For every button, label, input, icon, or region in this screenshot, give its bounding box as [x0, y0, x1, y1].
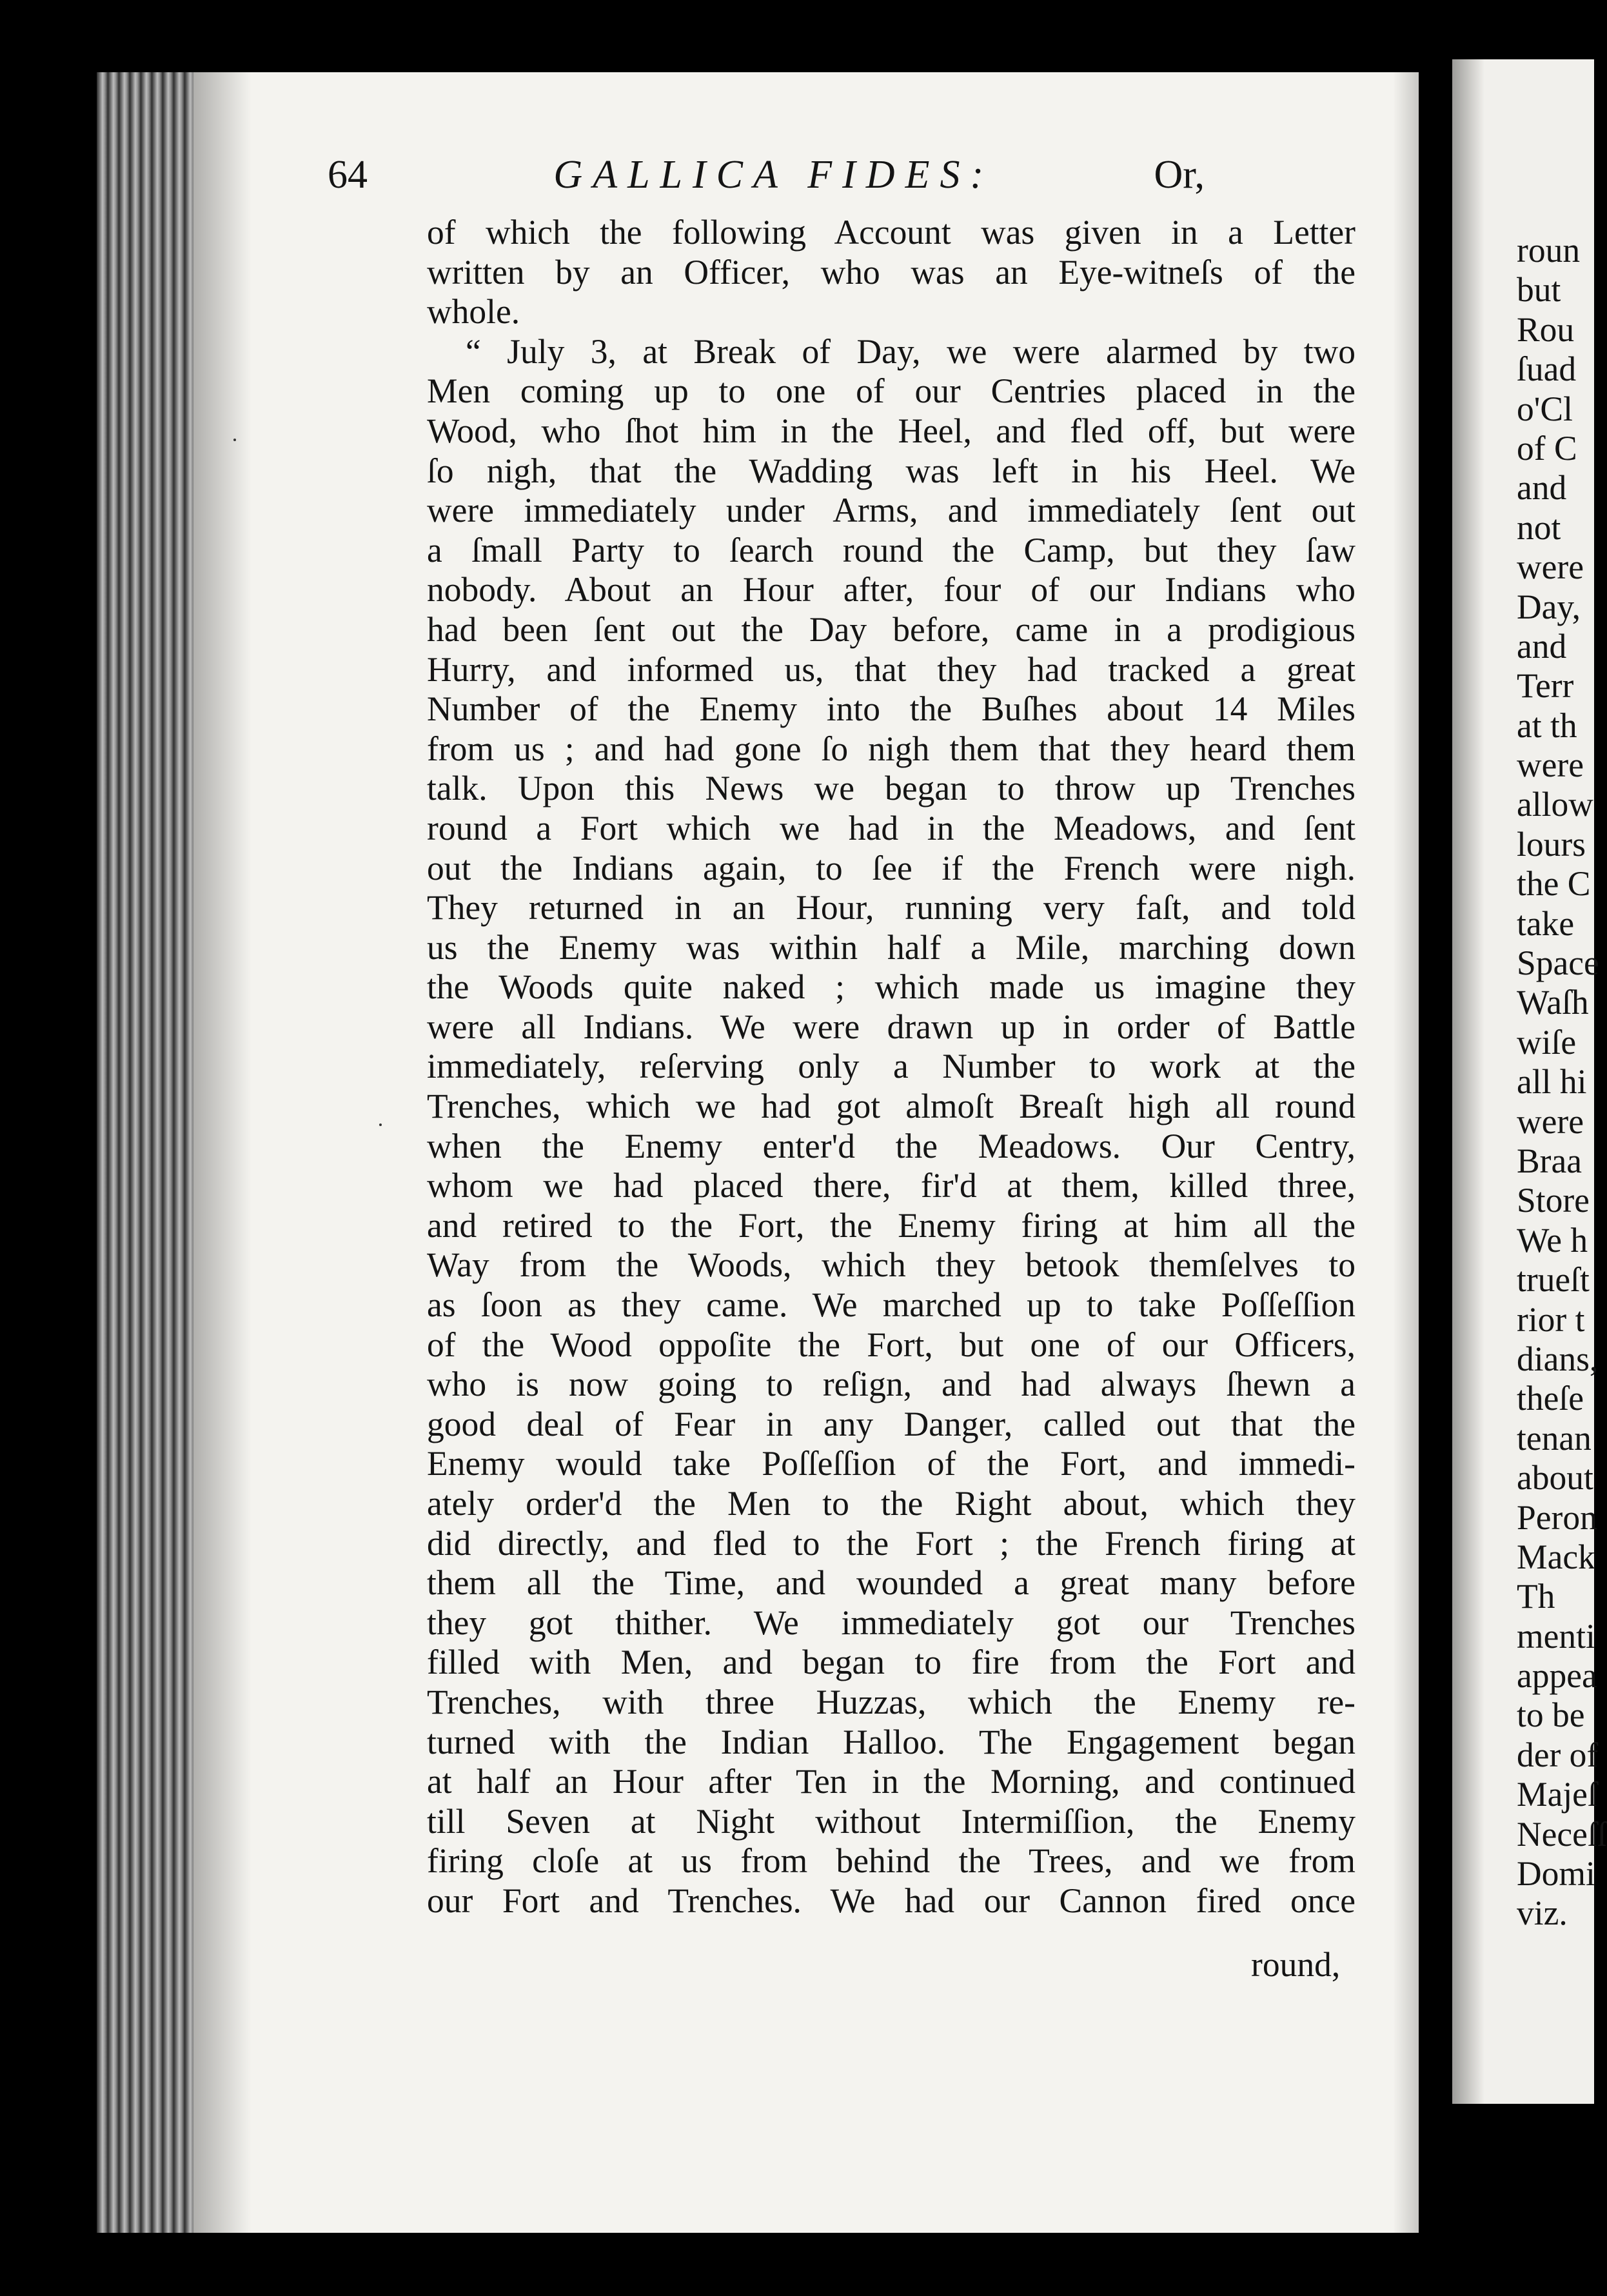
text-line: them all the Time, and wounded a great many before: [427, 1563, 1356, 1603]
text-line: Enemy would take Poſſeſſion of the Fort, and immedi-: [427, 1444, 1356, 1483]
text-line: talk. Upon this News we began to throw up Trenches: [427, 769, 1356, 808]
text-line: Terr: [1517, 666, 1574, 706]
text-line: Braa: [1517, 1141, 1582, 1180]
text-line: Mack: [1517, 1537, 1595, 1576]
text-line: o'Cl: [1517, 389, 1573, 428]
text-line: were: [1517, 548, 1584, 587]
text-line: Store: [1517, 1181, 1590, 1220]
text-line: round a Fort which we had in the Meadows, and ſent: [427, 808, 1356, 847]
text-line: turned with the Indian Halloo. The Engagement began: [427, 1722, 1356, 1761]
text-line: lours: [1517, 824, 1586, 864]
text-line: menti: [1517, 1616, 1595, 1656]
text-line: had been ſent out the Day before, came in a prodigious: [427, 609, 1356, 649]
text-line: Space: [1517, 944, 1599, 983]
text-line: der of: [1517, 1735, 1599, 1774]
text-line: dians,: [1517, 1339, 1599, 1378]
text-line: of which the following Account was given in a Letter: [427, 213, 1356, 252]
text-line: the C: [1517, 864, 1591, 904]
text-line: till Seven at Night without Intermiſſion, the Enemy: [427, 1801, 1356, 1841]
text-line: trueſt: [1517, 1260, 1590, 1300]
text-line: at th: [1517, 706, 1577, 745]
text-line: Waſh: [1517, 983, 1589, 1022]
text-line: roun: [1517, 231, 1581, 270]
text-line: viz.: [1517, 1894, 1568, 1933]
right-page-text: [1517, 231, 1607, 1934]
text-line: Wood, who ſhot him in the Heel, and fled off, but were: [427, 411, 1356, 450]
running-title: GALLICA FIDES:: [553, 153, 994, 197]
text-line: written by an Officer, who was an Eye-witneſs of the: [427, 252, 1356, 292]
text-line: as ſoon as they came. We marched up to take Poſſeſſion: [427, 1285, 1356, 1325]
text-line: whole.: [427, 292, 520, 332]
text-line: were immediately under Arms, and immediately ſent out: [427, 491, 1356, 530]
ink-speck: [379, 1123, 382, 1126]
text-line: appea: [1517, 1656, 1597, 1696]
text-line: tenan: [1517, 1418, 1592, 1458]
ink-speck: [233, 439, 236, 441]
text-line: “ July 3, at Break of Day, we were alarmed by two: [466, 332, 1356, 371]
text-line: Day,: [1517, 587, 1581, 626]
text-line: of the Wood oppoſite the Fort, but one of our Officers,: [427, 1325, 1356, 1364]
text-line: were: [1517, 746, 1584, 785]
text-line: from us ; and had gone ſo nigh them that they heard them: [427, 729, 1356, 768]
text-line: Th: [1517, 1577, 1555, 1616]
text-line: when the Enemy enter'd the Meadows. Our Centry,: [427, 1126, 1356, 1165]
text-line: Way from the Woods, which they betook themſelves to: [427, 1245, 1356, 1285]
text-line: Neceſſ: [1517, 1814, 1607, 1854]
text-line: They returned in an Hour, running very faſt, and told: [427, 888, 1356, 927]
text-line: firing cloſe at us from behind the Trees, and we from: [427, 1841, 1356, 1881]
text-line: Domi: [1517, 1854, 1595, 1894]
body-text: [427, 213, 1356, 1921]
text-line: but: [1517, 270, 1561, 310]
text-line: a ſmall Party to ſearch round the Camp, but they ſaw: [427, 530, 1356, 569]
page-edge-shadow: [1393, 72, 1419, 2233]
running-head: [328, 152, 1205, 210]
text-line: not: [1517, 508, 1561, 547]
text-line: Men coming up to one of our Centries placed in the: [427, 371, 1356, 411]
text-line: the Woods quite naked ; which made us imagine they: [427, 967, 1356, 1007]
text-line: who is now going to reſign, and had always ſhewn a: [427, 1365, 1356, 1404]
text-line: did directly, and fled to the Fort ; the French firing at: [427, 1523, 1356, 1563]
text-line: Hurry, and informed us, that they had tracked a great: [427, 649, 1356, 689]
text-line: allow: [1517, 785, 1593, 824]
text-line: Trenches, which we had got almoſt Breaſt high all round: [427, 1087, 1356, 1126]
text-line: about: [1517, 1458, 1593, 1498]
text-line: rior t: [1517, 1300, 1585, 1339]
text-line: were: [1517, 1102, 1584, 1141]
text-line: out the Indians again, to ſee if the French were nigh.: [427, 848, 1356, 887]
text-line: immediately, reſerving only a Number to work at the: [427, 1047, 1356, 1086]
text-line: theſe: [1517, 1379, 1584, 1418]
text-line: to be: [1517, 1696, 1585, 1735]
text-line: our Fort and Trenches. We had our Cannon fired once: [427, 1881, 1356, 1920]
page-number: 64: [328, 153, 368, 197]
text-line: were all Indians. We were drawn up in order of Battle: [427, 1007, 1356, 1046]
text-line: nobody. About an Hour after, four of our Indians who: [427, 570, 1356, 609]
text-line: and: [1517, 626, 1567, 666]
gutter-shadow: [193, 72, 251, 2233]
text-line: of C: [1517, 428, 1577, 468]
text-line: ſuad: [1517, 350, 1577, 389]
running-title-suffix: Or,: [1154, 153, 1205, 197]
text-line: ately order'd the Men to the Right about, which they: [427, 1484, 1356, 1523]
text-line: Number of the Enemy into the Buſhes about 14 Miles: [427, 689, 1356, 729]
text-line: us the Enemy was within half a Mile, marching down: [427, 927, 1356, 967]
text-line: whom we had placed there, fir'd at them, killed three,: [427, 1166, 1356, 1205]
text-line: and retired to the Fort, the Enemy firing at him all the: [427, 1205, 1356, 1245]
text-line: Majeſ: [1517, 1775, 1597, 1814]
text-line: take: [1517, 904, 1575, 943]
text-line: Rou: [1517, 310, 1575, 349]
right-page: [1452, 59, 1607, 2104]
page-edges: [97, 72, 193, 2233]
text-line: and: [1517, 468, 1567, 508]
text-line: they got thither. We immediately got our Trenches: [427, 1603, 1356, 1642]
text-line: Peron: [1517, 1498, 1597, 1537]
text-line: We h: [1517, 1220, 1588, 1260]
text-line: all hi: [1517, 1062, 1587, 1102]
text-line: wiſe: [1517, 1022, 1577, 1062]
text-line: Trenches, with three Huzzas, which the Enemy re-: [427, 1682, 1356, 1721]
text-line: filled with Men, and began to fire from the Fort and: [427, 1643, 1356, 1682]
catchword: round,: [1251, 1945, 1341, 1984]
text-line: ſo nigh, that the Wadding was left in his Heel. We: [427, 451, 1356, 490]
text-line: good deal of Fear in any Danger, called out that the: [427, 1404, 1356, 1443]
text-line: at half an Hour after Ten in the Morning, and continued: [427, 1762, 1356, 1801]
gutter-shadow: [1452, 59, 1484, 2104]
